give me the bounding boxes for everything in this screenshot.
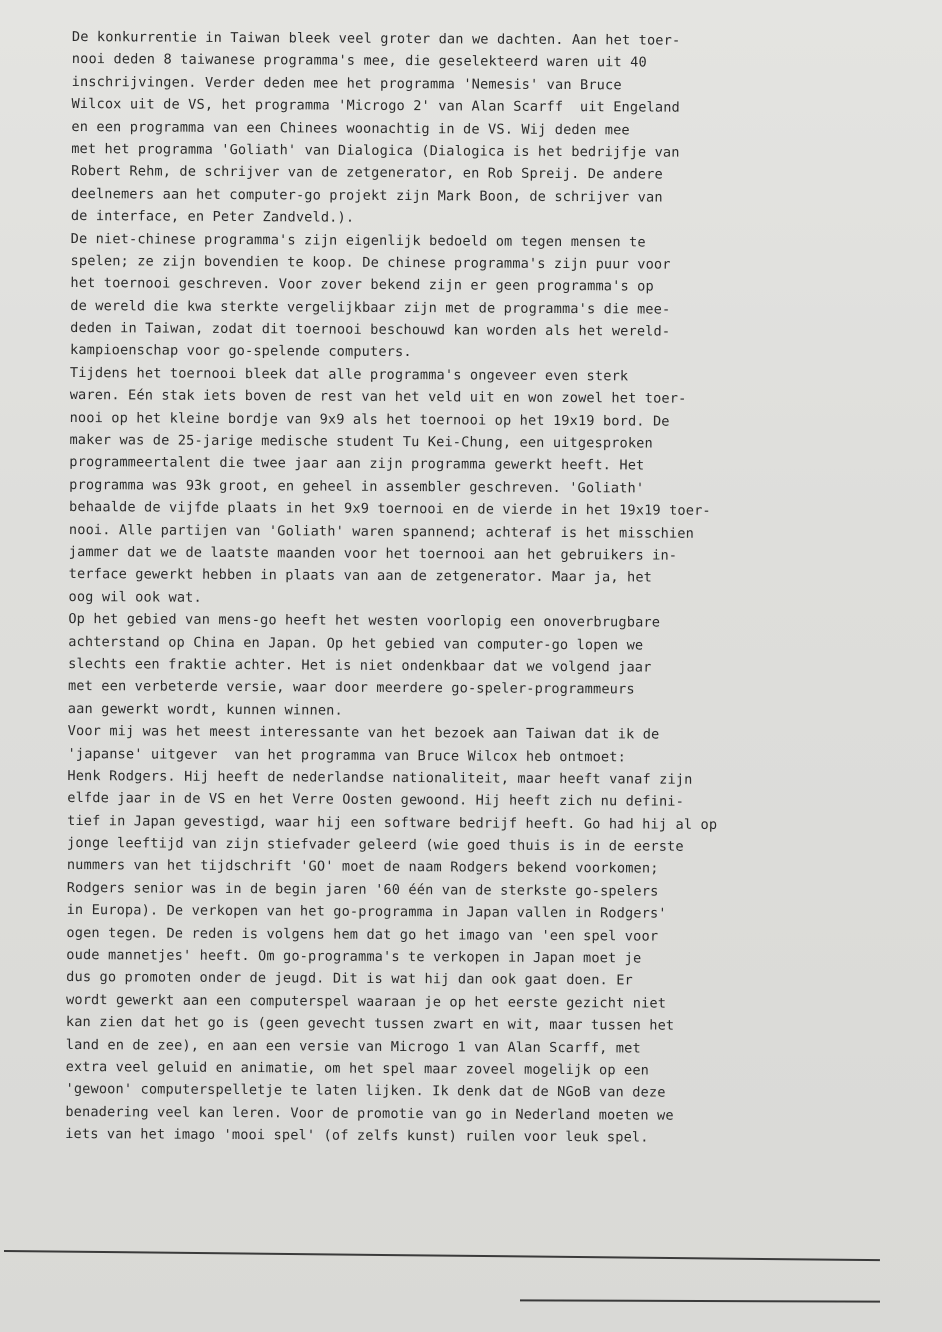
text-line: elfde jaar in de VS en het Verre Oosten gewoond. Hij heeft zich nu defini- xyxy=(67,790,685,811)
text-line: iets van het imago 'mooi spel' (of zelfs kunst) ruilen voor leuk spel. xyxy=(65,1126,649,1146)
text-line: wordt gewerkt aan een computerspel waaraan je op het eerste gezicht niet xyxy=(66,991,667,1012)
text-line: jonge leeftijd van zijn stiefvader geleerd (wie goed thuis is in de eerste xyxy=(66,835,684,855)
text-line: Op het gebied van mens-go heeft het westen voorlopig een onoverbrugbare xyxy=(68,611,661,631)
text-line: jammer dat we de laatste maanden voor het toernooi aan het gebruikers in- xyxy=(68,543,678,564)
text-line: kampioenschap voor go-spelende computers. xyxy=(69,342,412,361)
bottom-rule-short xyxy=(520,1299,880,1302)
text-line: De konkurrentie in Taiwan bleek veel groter dan we dachten. Aan het toer- xyxy=(71,28,681,49)
text-line: maker was de 25-jarige medische student Tu Kei-Chung, een uitgesproken xyxy=(69,432,653,452)
text-line: nooi op het kleine bordje van 9x9 als het toernooi op het 19x19 bord. De xyxy=(69,409,670,430)
text-line: met het programma 'Goliath' van Dialogica (Dialogica is het bedrijfje van xyxy=(71,140,680,161)
text-line: Rodgers senior was in de begin jaren '60 één van de sterkste go-spelers xyxy=(66,879,659,900)
text-line: deelnemers aan het computer-go projekt zijn Mark Boon, de schrijver van xyxy=(70,185,663,206)
text-line: slechts een fraktie achter. Het is niet ondenkbaar dat we volgend jaar xyxy=(68,655,652,676)
text-line: 'japanse' uitgever van het programma van Bruce Wilcox heb ontmoet: xyxy=(67,745,626,765)
text-line: ogen tegen. De reden is volgens hem dat go het imago van 'een spel voor xyxy=(66,924,659,945)
text-line: Robert Rehm, de schrijver van de zetgenerator, en Rob Spreij. De andere xyxy=(71,163,663,183)
text-line: dus go promoten onder de jeugd. Dit is wat hij dan ook gaat doen. Er xyxy=(66,969,633,989)
text-line: aan gewerkt wordt, kunnen winnen. xyxy=(67,700,343,719)
text-line: en een programma van een Chinees woonachtig in de VS. Wij deden mee xyxy=(71,118,630,138)
article-text xyxy=(65,26,904,1151)
text-line: benadering veel kan leren. Voor de promotie van go in Nederland moeten we xyxy=(65,1103,674,1124)
text-line: oude mannetjes' heeft. Om go-programma's te verkopen in Japan moet je xyxy=(66,946,642,967)
text-line: het toernooi geschreven. Voor zover bekend zijn er geen programma's op xyxy=(70,275,654,295)
text-line: de wereld die kwa sterkte vergelijkbaar zijn met de programma's die mee- xyxy=(70,297,671,318)
text-line: deden in Taiwan, zodat dit toernooi beschouwd kan worden als het wereld- xyxy=(70,320,671,340)
text-line: Wilcox uit de VS, het programma 'Microgo 2' van Alan Scarff uit Engeland xyxy=(71,96,680,116)
text-line: Tijdens het toernooi bleek dat alle programma's ongeveer even sterk xyxy=(69,364,629,385)
text-line: oog wil ook wat. xyxy=(68,588,202,606)
text-line: extra veel geluid en animatie, om het spel maar zoveel mogelijk op een xyxy=(65,1058,650,1079)
text-line: tief in Japan gevestigd, waar hij een software bedrijf heeft. Go had hij al op xyxy=(67,812,718,833)
text-line: nooi. Alle partijen van 'Goliath' waren spannend; achteraf is het misschien xyxy=(68,521,695,542)
text-line: programma was 93k groot, en geheel in assembler geschreven. 'Goliath' xyxy=(69,476,645,497)
text-line: programmeertalent die twee jaar aan zijn programma gewerkt heeft. Het xyxy=(69,454,645,474)
text-line: nummers van het tijdschrift 'GO' moet de naam Rodgers bekend voorkomen; xyxy=(66,857,659,878)
text-line: Henk Rodgers. Hij heeft de nederlandse nationaliteit, maar heeft vanaf zijn xyxy=(67,767,693,788)
text-line: met een verbeterde versie, waar door meerdere go-speler-programmeurs xyxy=(67,678,635,698)
text-line: nooi deden 8 taiwanese programma's mee, die geselekteerd waren uit 40 xyxy=(71,51,647,71)
bottom-rule xyxy=(4,1250,880,1261)
text-line: behaalde de vijfde plaats in het 9x9 toernooi en de vierde in het 19x19 toer- xyxy=(69,499,711,520)
text-line: kan zien dat het go is (geen gevecht tussen zwart en wit, maar tussen het xyxy=(65,1014,675,1034)
text-line: spelen; ze zijn bovendien te koop. De chinese programma's zijn puur voor xyxy=(70,252,671,273)
text-line: De niet-chinese programma's zijn eigenlijk bedoeld om tegen mensen te xyxy=(70,230,646,251)
text-line: waren. Eén stak iets boven de rest van het veld uit en won zowel het toer- xyxy=(69,387,687,408)
text-line: in Europa). De verkopen van het go-programma in Japan vallen in Rodgers' xyxy=(66,902,667,922)
text-line: de interface, en Peter Zandveld.). xyxy=(70,208,355,226)
text-line: land en de zee), en aan een versie van Microgo 1 van Alan Scarff, met xyxy=(65,1036,641,1057)
text-line: Voor mij was het meest interessante van het bezoek aan Taiwan dat ik de xyxy=(67,723,660,743)
text-line: inschrijvingen. Verder deden mee het programma 'Nemesis' van Bruce xyxy=(71,73,622,94)
text-line: terface gewerkt hebben in plaats van aan de zetgenerator. Maar ja, het xyxy=(68,566,653,586)
text-line: 'gewoon' computerspelletje te laten lijken. Ik denk dat de NGoB van deze xyxy=(65,1081,666,1102)
text-line: achterstand op China en Japan. Op het gebied van computer-go lopen we xyxy=(68,633,644,654)
